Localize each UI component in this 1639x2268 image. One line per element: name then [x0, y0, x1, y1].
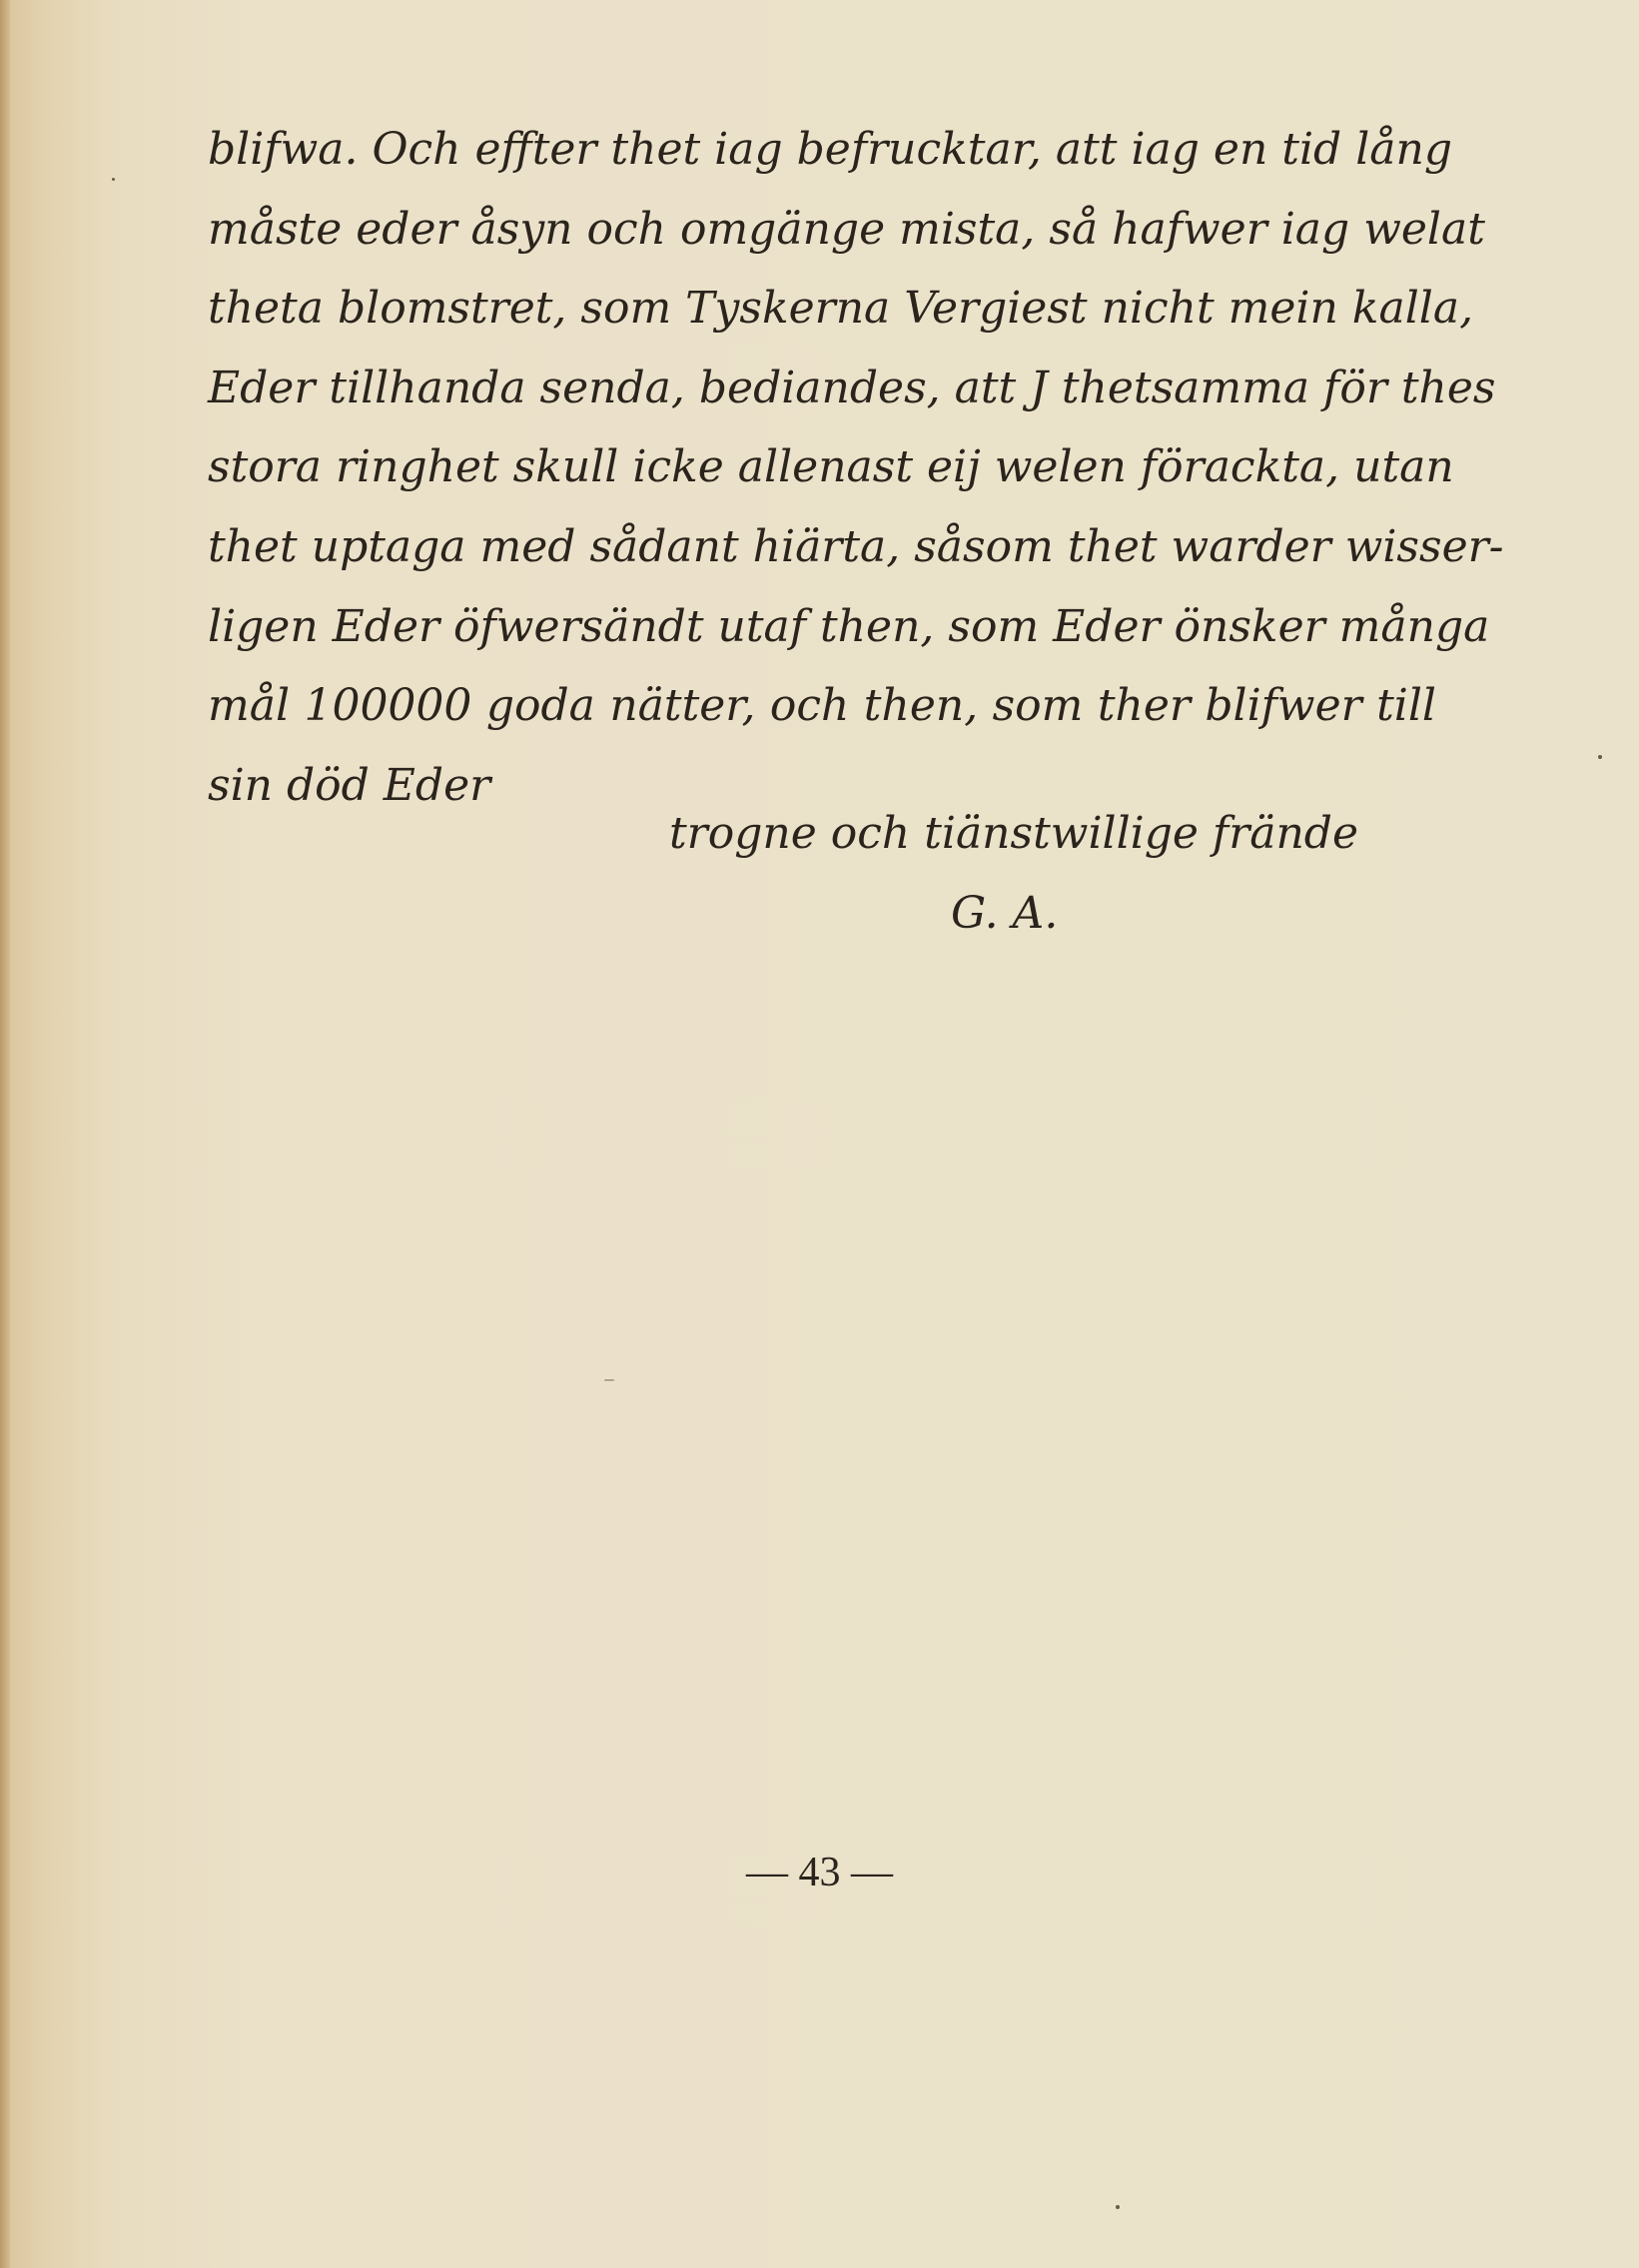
text-line: Eder tillhanda senda, bediandes, att J thetsamma för thes	[208, 362, 1496, 413]
page-gutter-edge	[0, 0, 10, 2268]
letter-signature: G. A.	[951, 888, 1059, 939]
page-number: — 43 —	[746, 1850, 893, 1895]
paper-speck	[604, 1379, 614, 1381]
text-line: theta blomstret, som Tyskerna Vergiest nicht mein kalla,	[208, 283, 1474, 335]
letter-closing: trogne och tiänstwillige frände	[669, 808, 1359, 859]
paper-speck	[1116, 2205, 1120, 2209]
letter-body	[208, 110, 1504, 825]
text-line: stora ringhet skull icke allenast eij welen förackta, utan	[208, 441, 1454, 493]
text-line: thet uptaga med sådant hiärta, såsom thet warder wisser-	[208, 520, 1504, 572]
text-line: mål 100000 goda nätter, och then, som ther blifwer till	[208, 680, 1436, 732]
paper-speck	[112, 178, 115, 181]
text-line: ligen Eder öfwersändt utaf then, som Eder önsker många	[208, 600, 1490, 652]
text-line: sin död Eder	[208, 759, 491, 811]
text-line: blifwa. Och effter thet iag befrucktar, att iag en tid lång	[208, 124, 1453, 175]
paper-speck	[1598, 755, 1602, 759]
text-line: måste eder åsyn och omgänge mista, så hafwer iag welat	[208, 203, 1485, 255]
